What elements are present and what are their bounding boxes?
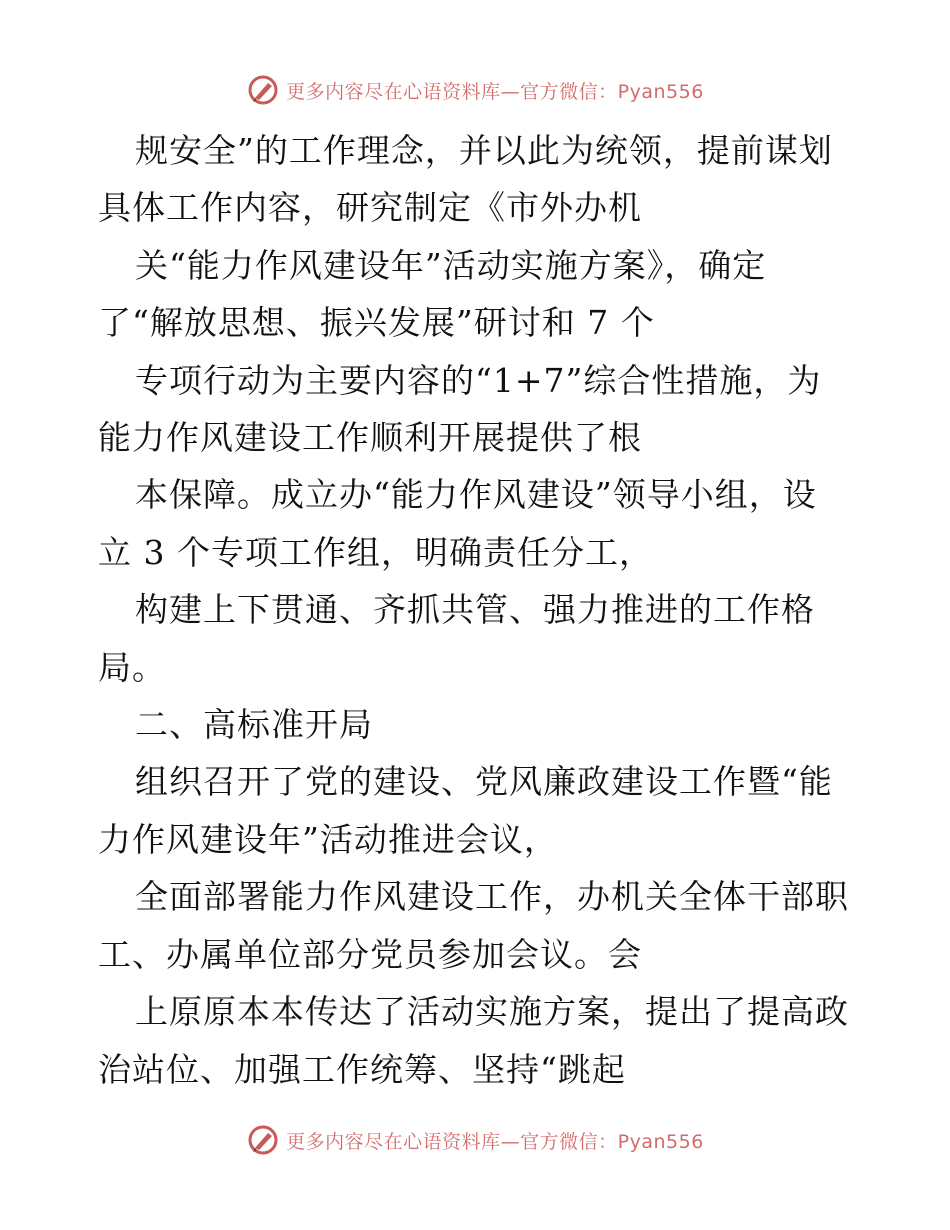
footer-watermark <box>0 1120 950 1160</box>
pen-logo-icon <box>246 1123 280 1157</box>
pen-logo-icon <box>246 73 280 107</box>
text-line: 构建上下贯通、齐抓共管、强力推进的工作格 <box>135 590 815 630</box>
text-line: 本保障。成立办“能力作风建设”领导小组，设 <box>135 475 817 515</box>
text-line: 全面部署能力作风建设工作，办机关全体干部职 <box>135 877 849 917</box>
text-line: 局。 <box>98 647 166 687</box>
text-line: 了“解放思想、振兴发展”研讨和 7 个 <box>98 303 655 343</box>
text-line: 组织召开了党的建设、党风廉政建设工作暨“能 <box>135 762 833 802</box>
text-line: 专项行动为主要内容的“1+7”综合性措施，为 <box>135 360 822 400</box>
text-line: 关“能力作风建设年”活动实施方案》，确定 <box>135 245 767 285</box>
document-body <box>98 122 858 1098</box>
text-line: 上原原本本传达了活动实施方案，提出了提高政 <box>135 992 849 1032</box>
text-line: 治站位、加强工作统筹、坚持“跳起 <box>98 1049 626 1089</box>
text-line: 规安全”的工作理念，并以此为统领，提前谋划 <box>135 131 833 170</box>
watermark-text: 更多内容尽在心语资料库—官方微信：Pyan556 <box>286 1130 704 1153</box>
text-line: 具体工作内容，研究制定《市外办机 <box>98 188 642 228</box>
text-line: 力作风建设年”活动推进会议， <box>98 819 558 859</box>
text-line: 二、高标准开局 <box>135 705 373 745</box>
header-watermark <box>0 70 950 110</box>
watermark-text: 更多内容尽在心语资料库—官方微信：Pyan556 <box>286 80 704 103</box>
text-line: 工、办属单位部分党员参加会议。会 <box>98 934 642 974</box>
text-line: 立 3 个专项工作组，明确责任分工， <box>98 532 653 572</box>
text-line: 能力作风建设工作顺利开展提供了根 <box>98 418 642 458</box>
